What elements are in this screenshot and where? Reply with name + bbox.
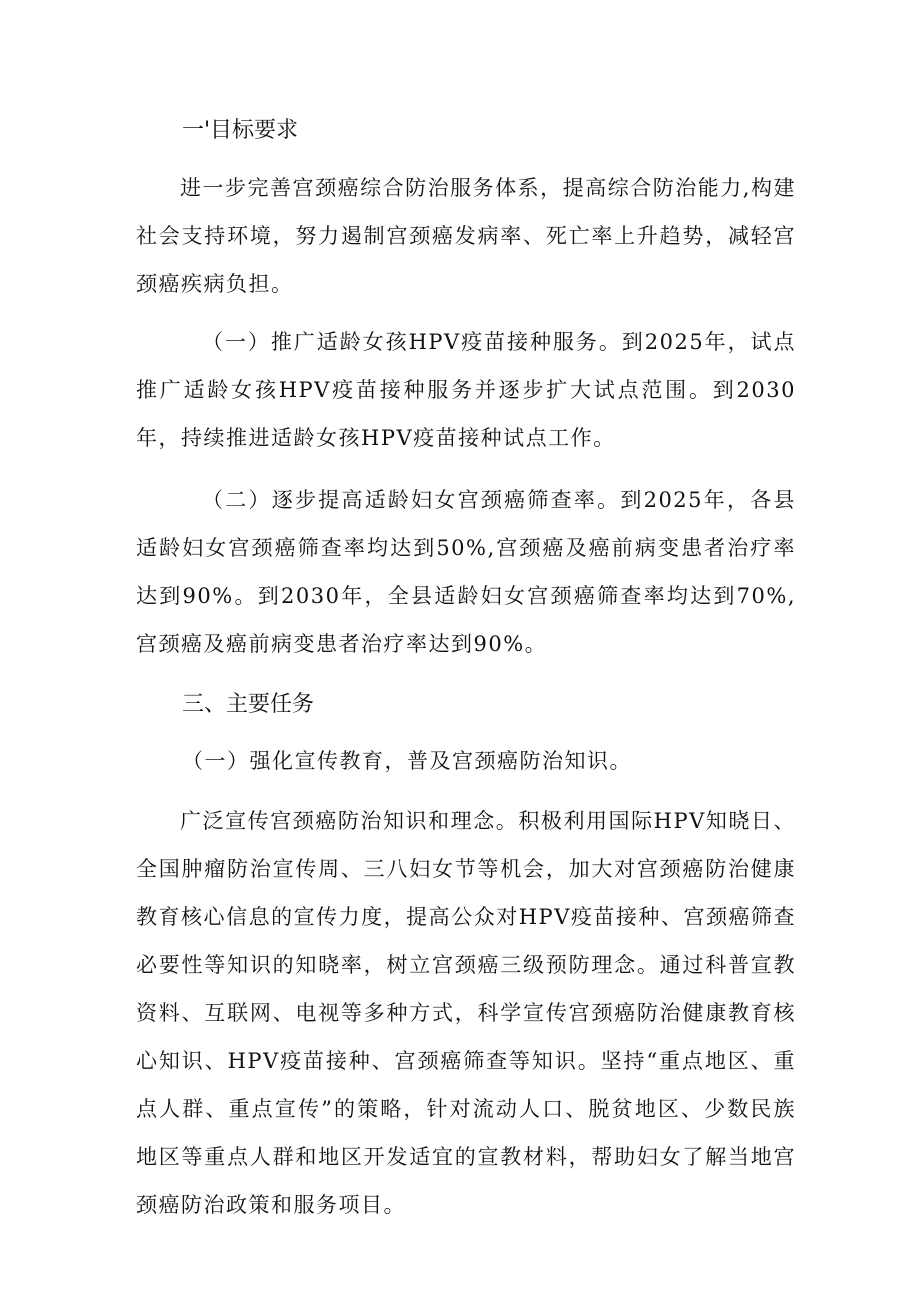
goals-intro-paragraph: 进一步完善宫颈癌综合防治服务体系，提高综合防治能力,构建社会支持环境，努力遏制宫颈癌发病率、死亡率上升趋势，减轻宫颈癌疾病负担。 [136,176,796,296]
tasks-item-1-title: （一）强化宣传教育，普及宫颈癌防治知识。 [182,749,632,773]
tasks-item-1-body: 广泛宣传宫颈癌防治知识和理念。积极利用国际HPV知晓日、全国肿瘤防治宣传周、三八妇女节等机会，加大对宫颈癌防治健康教育核心信息的宣传力度，提高公众对HPV疫苗接种、宫颈癌筛查必要性等知识的知晓率，树立宫颈癌三级预防理念。通过科普宣教资料、互联网、电视等多种方式，科学宣传宫颈癌防治健康教育核心知识、HPV疫苗接种、宫颈癌筛查等知识。坚持“重点地区、重点人群、重点宣传”的策略，针对流动人口、脱贫地区、少数民族地区等重点人群和地区开发适宜的宣教材料，帮助妇女了解当地宫颈癌防治政策和服务项目。 [136,809,796,1217]
section-heading-tasks: 三、主要任务 [182,692,315,717]
section-heading-goals: 一'目标要求 [182,118,299,143]
goals-item-2-paragraph: （二）逐步提高适龄妇女宫颈癌筛查率。到2025年，各县适龄妇女宫颈癌筛查率均达到50%,宫颈癌及癌前病变患者治疗率达到90%。到2030年，全县适龄妇女宫颈癌筛查率均达到70%,宫颈癌及癌前病变患者治疗率达到90%。 [136,488,796,656]
goals-item-1-paragraph: （一）推广适龄女孩HPV疫苗接种服务。到2025年，试点推广适龄女孩HPV疫苗接种服务并逐步扩大试点范围。到2030年，持续推进适龄女孩HPV疫苗接种试点工作。 [136,330,796,450]
